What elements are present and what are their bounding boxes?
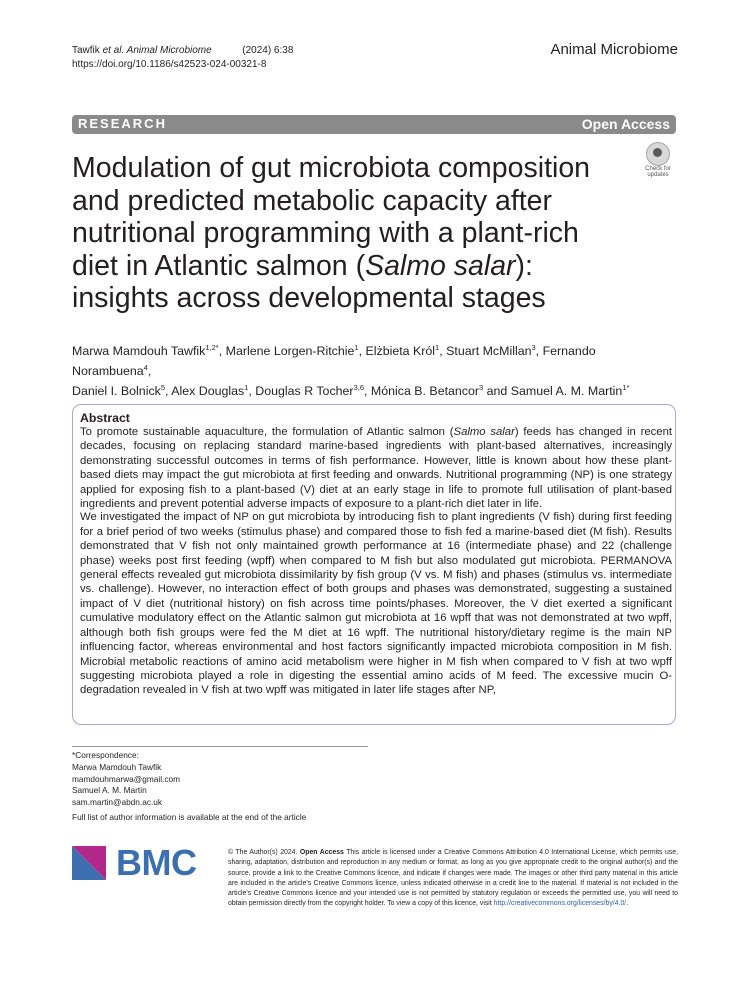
citation-journal: et al. Animal Microbiome [102,45,212,56]
bmc-logo-mark-icon [72,846,112,884]
abstract-paragraph-2: We investigated the impact of NP on gut microbiota by introducing fish to plant ingredients (V fish) during first feeding for a brief period of two weeks (stimulus phase) and compared those to fish fed a marine-based diet (M fish). Results demonstrated that V fish not only maintained growth performance at 16 (intermediate phase) and 22 (challenge phase) weeks post first feeding (wpff) when compared to M fish but also modulated gut microbiota. PERMANOVA general effects revealed gut microbiota dissimilarity by fish group (V vs. M fish) and phases (stimulus vs. intermediate vs. challenge). However, no interaction effect of both groups and phases was demonstrated, suggesting a sustained impact of V diet (nutritional history) on fish across time points/phases. Moreover, the V diet exerted a significant cumulative modulatory effect on the Atlantic salmon gut microbiota at 16 wpff that was not demonstrated at two wpff, although both fish groups were fed the M diet at 16 wpff. The nutritional history/dietary regime is the main NP influencing factor, whereas environmental and host factors significantly impacted microbiota composition in M fish. Microbial metabolic reactions of amino acid metabolism were higher in M fish when compared to V fish at two wpff suggesting microbiota played a role in digesting the essential amino acids of M feed. The excessive mucin O-degradation revealed in V fish at two wpff was mitigated in later life stages after NP, [80,511,672,697]
author-list: Marwa Mamdouh Tawfik$^{1,2*}$, Marlene Lorgen-Ritchie$^1$, Elżbieta Król$^1$, Stuart McMillan$^3$, Fernando Norambuena$^4$, Daniel I. Bolnick$^5$, Alex Douglas$^1$, Douglas R Tocher$^{3,6}$, Mónica B. Betancor$^3$ and Samuel A. M. Martin$^{1*}$ [72,343,630,398]
check-for-updates-badge[interactable] [640,142,676,179]
check-updates-icon [646,142,670,166]
author: Daniel I. Bolnick$^5$ [72,383,166,398]
author: Mónica B. Betancor$^3$ [370,383,484,398]
author: Samuel A. M. Martin$^{1*}$ [510,383,630,398]
doi-link[interactable]: https://doi.org/10.1186/s42523-024-00321-8 [72,59,267,70]
license-link[interactable]: http://creativecommons.org/licenses/by/4.0/ [493,900,627,908]
footnote-divider [72,746,368,747]
article-title: Modulation of gut microbiota composition and predicted metabolic capacity after nutritional programming with a plant-rich diet in Atlantic salmon (Salmo salar): insights across developmental stages [72,152,591,314]
author: Stuart McMillan$^3$ [446,343,536,358]
article-type-label: RESEARCH [78,116,167,131]
author: Fernando Norambuena$^4$ [72,344,596,378]
abstract-heading: Abstract [80,411,130,425]
author: Elżbieta Król$^1$ [365,343,440,358]
citation-year: (2024) 6:38 [242,45,294,56]
author: Alex Douglas$^1$ [171,383,249,398]
bmc-logo[interactable] [72,842,212,884]
citation-header [72,44,293,72]
author: Douglas R Tocher$^{3,6}$ [255,383,364,398]
author: Marlene Lorgen-Ritchie$^1$ [225,343,359,358]
abstract-box [72,404,676,725]
check-updates-text: Check for updates [645,166,671,178]
author: Marwa Mamdouh Tawfik$^{1,2*}$ [72,343,219,358]
abstract-paragraph-1: To promote sustainable aquaculture, the formulation of Atlantic salmon (Salmo salar) feeds has changed in recent decades, focusing on replacing standard marine-based ingredients with plant-based alternatives, increasingly demonstrating successful outcomes in terms of fish performance. However, little is known about how these plant-based diets may impact the gut microbiota at first feeding and onwards. Nutritional programming (NP) is one strategy applied for exposing fish to a plant-based (V) diet at an early stage in life to promote full utilisation of plant-based ingredients and prevent potential adverse impacts of exposure to a plant-rich diet later in life. [80,426,672,511]
correspondence-email[interactable]: mamdouhmarwa@gmail.com [72,773,181,784]
author-info-note: Full list of author information is available at the end of the article [72,812,307,822]
license-text: © The Author(s) 2024. Open Access This article is licensed under a Creative Commons Attribution 4.0 International License, which permits use, sharing, adaptation, distribution and reproduction in any medium or format, as long as you give appropriate credit to the original author(s) and the source, provide a link to the Creative Commons licence, and indicate if changes were made. The images or other third party material in this article are included in the article's Creative Commons licence, unless indicated otherwise in a credit line to the material. If material is not included in the article's Creative Commons licence and your intended use is not permitted by statutory regulation or exceeds the permitted use, you will need to obtain permission directly from the copyright holder. To view a copy of this licence, visit http://creativecommons.org/licenses/by/4.0/. [228,849,678,908]
open-access-label: Open Access [581,116,670,132]
article-type-bar [72,115,676,134]
correspondence-block [72,750,180,809]
bmc-logo-text: BMC [116,842,197,883]
correspondence-email[interactable]: sam.martin@abdn.ac.uk [72,797,163,808]
correspondence-name: Marwa Mamdouh Tawfik [72,761,162,772]
correspondence-name: Samuel A. M. Martin [72,785,147,796]
citation-authors: Tawfik [72,45,103,56]
journal-name: Animal Microbiome [550,41,678,58]
correspondence-label: *Correspondence: [72,750,139,760]
